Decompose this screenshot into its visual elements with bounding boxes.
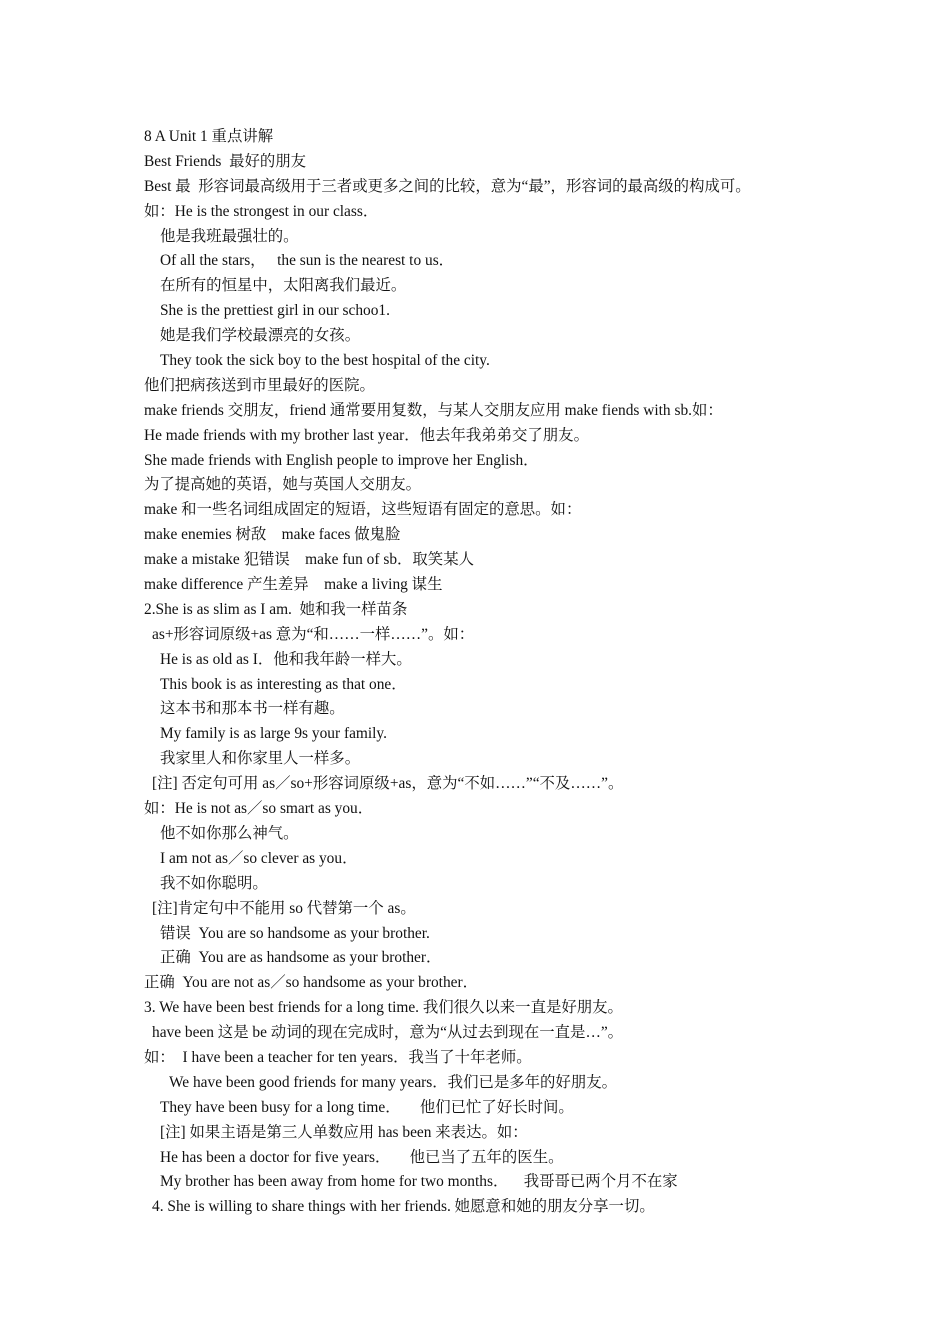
text-line: 8 A Unit 1 重点讲解 xyxy=(144,128,274,145)
text-line: I am not as／so clever as you． xyxy=(160,849,358,867)
text-line: make enemies 树敌 make faces 做鬼脸 xyxy=(144,526,401,544)
text-line: make 和一些名词组成固定的短语，这些短语有固定的意思。如： xyxy=(144,501,582,519)
text-line: 如：He is not as／so smart as you． xyxy=(144,800,374,818)
text-line: Of all the stars， the sun is the nearest to us． xyxy=(160,252,455,270)
text-line: They have been busy for a long time． 他们已忙了好长时间。 xyxy=(160,1098,574,1116)
text-line: as+形容词原级+as 意为“和……一样……”。如： xyxy=(152,625,475,643)
text-line: This book is as interesting as that one． xyxy=(160,675,407,693)
text-line: They took the sick boy to the best hospital of the city. xyxy=(160,352,490,370)
text-line: We have been good friends for many years．我们已是多年的好朋友。 xyxy=(169,1073,617,1091)
text-line: Best Friends 最好的朋友 xyxy=(144,152,307,170)
text-line: She is the prettiest girl in our schoo1. xyxy=(160,302,390,320)
text-line: 为了提高她的英语，她与英国人交朋友。 xyxy=(144,476,422,494)
text-line: 在所有的恒星中，太阳离我们最近。 xyxy=(160,277,407,295)
text-line: 他是我班最强壮的。 xyxy=(160,227,299,245)
text-line: He is as old as I．他和我年龄一样大。 xyxy=(160,650,412,668)
text-line: make a mistake 犯错误 make fun of sb．取笑某人 xyxy=(144,551,474,569)
text-line: [注]肯定句中不能用 so 代替第一个 as。 xyxy=(152,899,416,917)
text-line: 4. She is willing to share things with her friends. 她愿意和她的朋友分享一切。 xyxy=(152,1198,655,1216)
text-line: [注] 如果主语是第三人单数应用 has been 来表达。如： xyxy=(160,1123,528,1141)
text-line: 她是我们学校最漂亮的女孩。 xyxy=(160,327,361,345)
text-line: 正确 You are as handsome as your brother． xyxy=(160,949,442,967)
text-line: 2.She is as slim as I am. 她和我一样苗条 xyxy=(144,600,408,618)
text-line: make difference 产生差异 make a living 谋生 xyxy=(144,576,443,594)
text-line: My family is as large 9s your family. xyxy=(160,725,387,743)
document-body xyxy=(144,125,834,1220)
text-line: 错误 You are so handsome as your brother. xyxy=(160,924,430,942)
text-line: have been 这是 be 动词的现在完成时，意为“从过去到现在一直是…”。 xyxy=(152,1024,624,1042)
text-line: 这本书和那本书一样有趣。 xyxy=(160,700,345,718)
text-line: 我不如你聪明。 xyxy=(160,874,268,892)
text-line: 如：He is the strongest in our class． xyxy=(144,202,379,220)
text-line: 如： I have been a teacher for ten years．我当了十年老师。 xyxy=(144,1048,532,1066)
text-line: 正确 You are not as／so handsome as your brother． xyxy=(144,974,478,992)
text-line: My brother has been away from home for two months． 我哥哥已两个月不在家 xyxy=(160,1173,678,1191)
text-line: He made friends with my brother last year．他去年我弟弟交了朋友。 xyxy=(144,426,589,444)
text-line: make friends 交朋友，friend 通常要用复数，与某人交朋友应用 make fiends with sb.如： xyxy=(144,401,723,419)
text-line: 我家里人和你家里人一样多。 xyxy=(160,750,361,768)
text-line: She made friends with English people to improve her English． xyxy=(144,451,539,469)
text-line: 他们把病孩送到市里最好的医院。 xyxy=(144,376,375,394)
text-line: [注] 否定句可用 as／so+形容词原级+as，意为“不如……”“不及……”。 xyxy=(152,775,624,793)
text-line: 他不如你那么神气。 xyxy=(160,824,299,842)
text-line: Best 最 形容词最高级用于三者或更多之间的比较，意为“最”，形容词的最高级的构成可。 xyxy=(144,177,751,195)
text-line: He has been a doctor for five years． 他已当了五年的医生。 xyxy=(160,1148,564,1166)
text-line: 3. We have been best friends for a long time. 我们很久以来一直是好朋友。 xyxy=(144,999,623,1017)
